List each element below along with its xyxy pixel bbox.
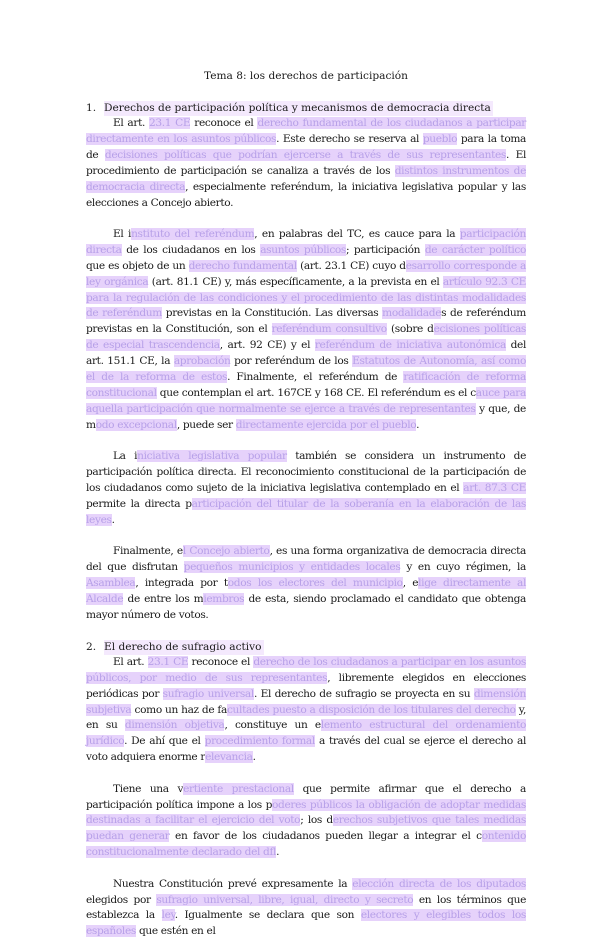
highlighted-text: ratificación de reforma constitucional — [86, 371, 526, 399]
document-page — [86, 70, 526, 940]
highlighted-text: erechos subjetivos que tales medidas puedan generar — [86, 814, 526, 843]
text-run: previstas en la Constitución. Las diversas — [161, 307, 383, 320]
document-title: Tema 8: los derechos de participación — [204, 70, 408, 82]
highlighted-text: aprobación — [173, 355, 231, 368]
text-run: , puede ser — [176, 418, 236, 431]
section-title: El derecho de sufragio activo — [104, 640, 262, 653]
text-run: . De ahí que el — [124, 735, 205, 748]
text-run: . Igualmente se declara que son — [174, 909, 361, 922]
highlighted-text: derecho fundamental de los ciudadanos a participar directamente en los asuntos públicos — [86, 117, 527, 145]
highlighted-text: Asamblea — [86, 577, 136, 590]
highlighted-text: electores y elegibles todos los españoles — [86, 909, 526, 938]
text-run: que permite afirmar que el derecho a participación política impone a los p — [86, 782, 526, 811]
highlighted-text: participación directa — [86, 227, 526, 256]
highlighted-text: nstituto del referéndum — [131, 227, 255, 240]
text-run: . — [416, 418, 420, 431]
highlighted-text: odos los electores del municipio — [227, 577, 403, 590]
text-run: , libremente elegidos en elecciones periódicas por — [86, 671, 527, 700]
text-run: ; los d — [300, 814, 333, 827]
text-run: que estén en el — [135, 925, 216, 938]
text-run: por referéndum de los — [230, 355, 353, 368]
highlighted-text: procedimiento formal — [204, 735, 315, 748]
highlighted-text: directamente ejercida por el pueblo — [235, 418, 417, 431]
section-number: 1. — [86, 102, 97, 114]
text-run: que contemplan el art. 167CE y 168 CE. El referéndum es el c — [156, 387, 476, 399]
text-run: de esta, siendo proclamado el candidato que obtenga mayor número de votos. — [86, 592, 526, 621]
highlighted-text: dimensión objetiva — [124, 719, 225, 732]
highlighted-text: sufragio universal — [162, 687, 254, 700]
highlighted-text: auce para aquella participación que normalmente se ejerce a través de representantes — [86, 387, 526, 415]
text-run: El art. — [113, 655, 148, 668]
text-run: elegidos por — [86, 893, 157, 906]
text-run: . Este derecho se reserva al — [276, 132, 423, 145]
highlighted-text: niciativa legislativa popular — [137, 450, 287, 463]
section-heading-2 — [86, 640, 526, 655]
highlighted-text: decisiones políticas que podrían ejercerse a través de sus representantes — [104, 148, 506, 161]
highlighted-text: de carácter político — [424, 243, 526, 256]
text-run: de los ciudadanos en los — [121, 243, 261, 256]
text-run: , constituye un e — [224, 719, 321, 732]
paragraph — [86, 877, 526, 940]
highlighted-text: ontenido constitucionalmente declarado del dfl — [86, 830, 526, 859]
text-run: , integrada por t — [135, 577, 228, 590]
text-run: ; participación — [346, 243, 425, 256]
highlighted-text: lemento estructural del ordenamiento jurídico — [86, 719, 527, 748]
paragraph — [86, 544, 526, 624]
highlighted-text: referéndum consultivo — [271, 323, 387, 336]
text-run: del art. 151.1 CE, la — [86, 339, 526, 368]
text-run: también se considera un instrumento de participación política directa. El reconocimiento constitucional de la participación de los ciudadanos como sujeto de la iniciativa legislativa contemplado en el — [86, 450, 526, 495]
text-run: (art. 23.1 CE) cuyo d — [296, 259, 406, 272]
text-run: Finalmente, e — [113, 545, 183, 558]
paragraph — [86, 116, 526, 211]
highlighted-text: l Concejo abierto — [182, 545, 270, 558]
text-run: que es objeto de un — [86, 259, 189, 272]
section-number: 2. — [86, 640, 97, 653]
text-run: Nuestra Constitución prevé expresamente la — [113, 877, 353, 890]
text-run: , art. 92 CE) y el — [219, 339, 315, 352]
text-run: como un haz de fa — [131, 703, 227, 716]
highlighted-text: referéndum de iniciativa autonómica — [314, 339, 506, 352]
text-run: y, en su — [86, 703, 526, 732]
text-run: . — [252, 751, 256, 764]
text-run: (art. 81.1 CE) y, más específicamente, a la prevista en el — [148, 275, 443, 288]
text-run: s de referéndum previstas en la Constitución, son el — [86, 307, 526, 336]
text-run: El art. — [113, 117, 149, 129]
text-run: reconoce el — [190, 117, 258, 129]
text-run: . — [111, 513, 115, 526]
highlighted-text: elevancia — [205, 751, 253, 764]
text-run: reconoce el — [188, 655, 254, 668]
highlighted-text: Estatutos de Autonomía, así como el de la reforma de estos — [86, 355, 526, 384]
text-run: de entre los m — [123, 592, 204, 605]
highlighted-text: 23.1 CE — [147, 655, 189, 668]
highlighted-text: lige directamente al Alcalde — [86, 577, 526, 605]
text-run: (sobre d — [386, 323, 434, 336]
text-run: y que, de m — [86, 402, 526, 431]
text-run: La i — [113, 450, 138, 463]
text-run: en favor de los ciudadanos pueden llegar a integrar el c — [169, 830, 482, 843]
highlighted-text: iembros — [203, 592, 245, 605]
section-title: Derechos de participación política y mecanismos de democracia directa — [104, 102, 491, 114]
paragraph — [86, 227, 526, 434]
text-run: , especialmente referéndum, la iniciativa legislativa popular y las elecciones a Concejo abierto. — [86, 180, 526, 209]
highlighted-text: derecho de los ciudadanos a participar en los asuntos públicos, por medio de sus representantes — [86, 655, 526, 684]
text-run: permite la directa p — [86, 497, 192, 510]
text-run: El i — [113, 227, 132, 240]
text-run: . — [276, 846, 280, 859]
highlighted-text: cultades puesto a disposición de los titulares del derecho — [226, 703, 516, 716]
highlighted-text: ley — [161, 909, 175, 922]
text-run: a través del cual se ejerce el derecho al voto adquiera enorme r — [86, 735, 526, 764]
highlighted-text: 23.1 CE — [148, 117, 191, 129]
highlighted-text: oderes públicos la obligación de adoptar medidas destinadas a facilitar el ejercicio del voto — [86, 798, 526, 827]
section-heading-1 — [86, 101, 526, 116]
highlighted-text: artículo 92.3 CE para la regulación de las condiciones y el procedimiento de las distintas modalidades de referéndum — [86, 275, 526, 320]
highlighted-text: articipación del titular de la soberanía en la elaboración de las leyes — [86, 497, 526, 526]
text-run: , es una forma organizativa de democracia directa del que disfrutan — [86, 545, 526, 574]
highlighted-text: distintos instrumentos de democracia directa — [86, 164, 526, 193]
highlighted-text: esarrollo corresponde a ley orgánica — [86, 259, 526, 288]
highlighted-text: derecho fundamental — [188, 259, 297, 272]
paragraph — [86, 655, 526, 766]
highlighted-text: elección directa de los diputados — [352, 877, 526, 890]
paragraph — [86, 449, 526, 529]
text-run: . Finalmente, el referéndum de — [227, 371, 404, 384]
text-run: para la toma de — [86, 132, 527, 161]
highlighted-text: art. 87.3 CE — [463, 482, 526, 495]
highlighted-text: pequeños municipios y entidades locales — [183, 561, 401, 574]
text-run: Tiene una v — [113, 782, 184, 795]
text-run: en los términos que establezca la — [86, 893, 526, 922]
text-run: , en palabras del TC, es cauce para la — [254, 227, 460, 240]
highlighted-text: asuntos públicos — [260, 243, 347, 256]
highlighted-text: sufragio universal, libre, igual, directo y secreto — [156, 893, 414, 906]
highlighted-text: dimensión subjetiva — [86, 687, 527, 716]
paragraph — [86, 782, 526, 862]
text-run: y en cuyo régimen, la — [400, 561, 526, 574]
highlighted-text: ecisiones políticas de especial trascendencia — [86, 323, 527, 352]
highlighted-text: ertiente prestacional — [183, 782, 294, 795]
highlighted-text: pueblo — [422, 132, 458, 145]
text-run: , e — [402, 577, 419, 590]
highlighted-text: modalidade — [382, 307, 442, 320]
text-run: . El procedimiento de participación se canaliza a través de los — [86, 148, 526, 177]
highlighted-text: odo excepcional — [95, 418, 177, 431]
text-run: . El derecho de sufragio se proyecta en su — [253, 687, 474, 700]
